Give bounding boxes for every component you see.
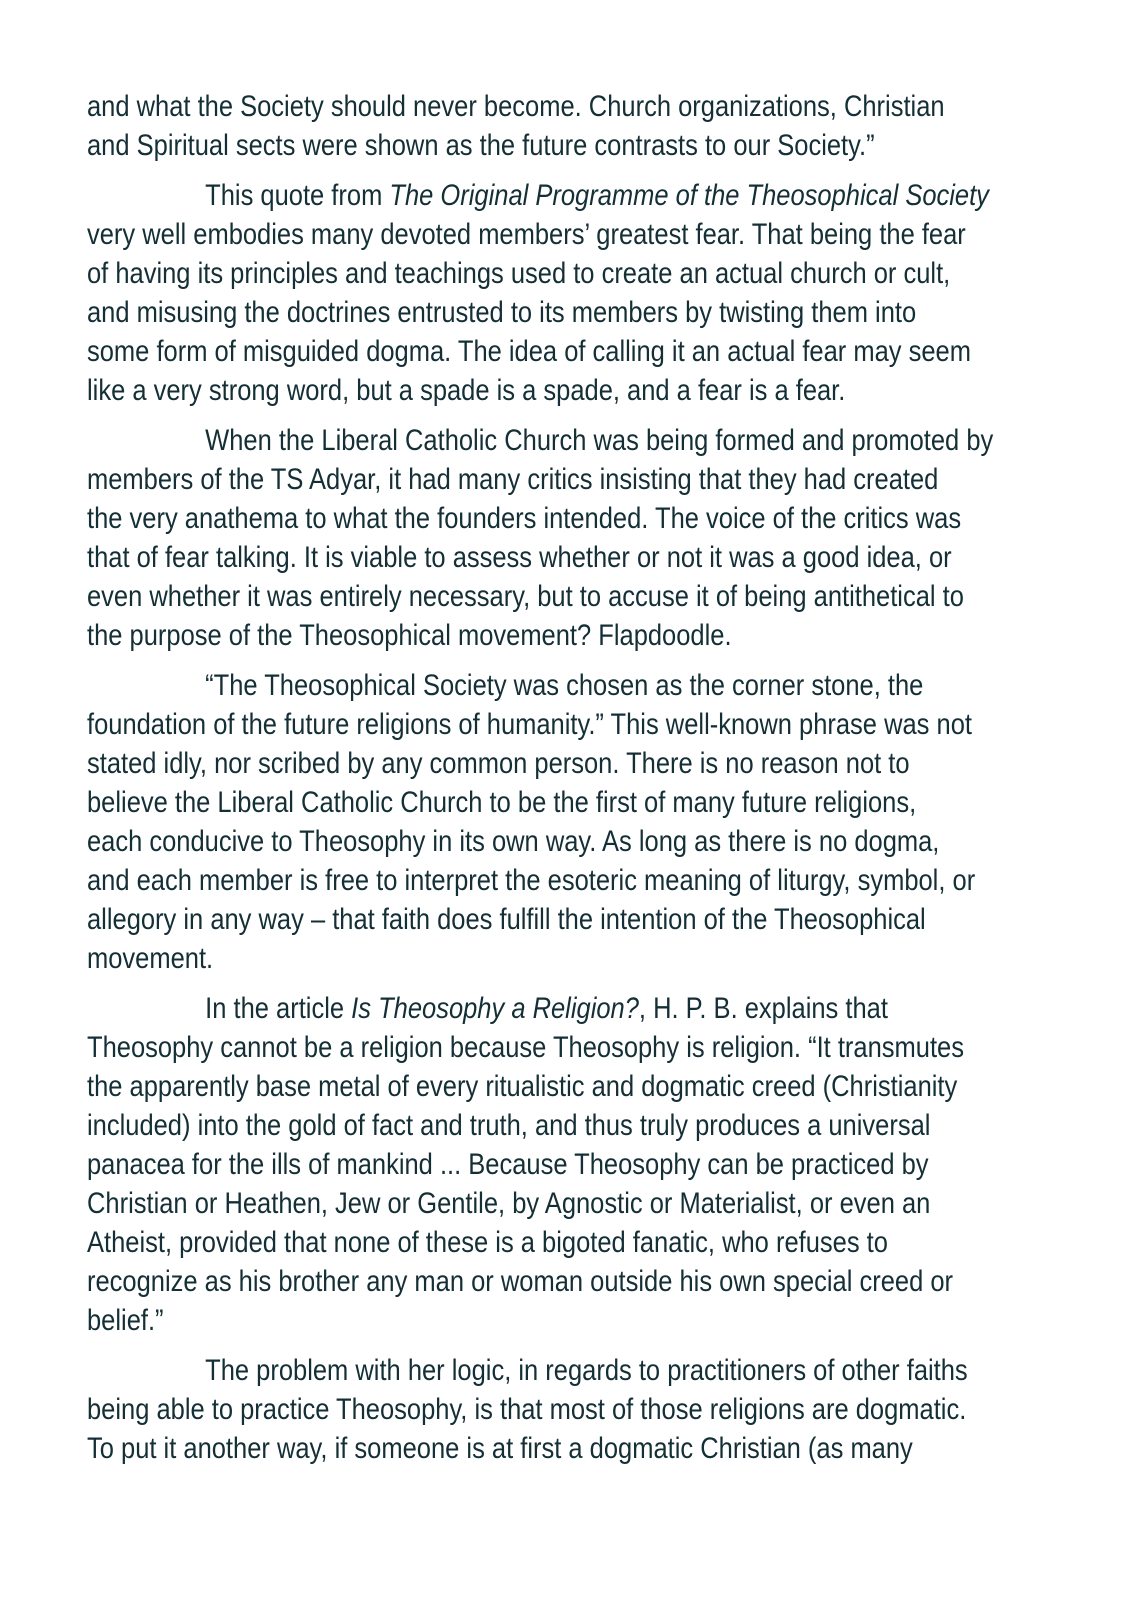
text-run: panacea for the ills of mankind ... Because Theosophy can be practiced by: [87, 1148, 929, 1181]
paragraph: [87, 1351, 1052, 1468]
text-line: [87, 744, 1052, 783]
text-line: [87, 1184, 1052, 1223]
text-line: [87, 705, 1052, 744]
text-line: [87, 1106, 1052, 1145]
text-run: members of the TS Adyar, it had many critics insisting that they had created: [87, 463, 939, 496]
text-line: [87, 939, 1052, 978]
text-line: [87, 460, 1052, 499]
text-run: even whether it was entirely necessary, but to accuse it of being antithetical to: [87, 580, 964, 613]
text-run: allegory in any way – that faith does fulfill the intention of the Theosophical: [87, 903, 926, 936]
text-line: [87, 616, 1052, 655]
text-run: included) into the gold of fact and truth, and thus truly produces a universal: [87, 1109, 931, 1142]
paragraph: [87, 421, 1052, 655]
text-line: [87, 1145, 1052, 1184]
text-line: [87, 87, 1052, 126]
text-line: [87, 293, 1052, 332]
text-run: movement.: [87, 942, 214, 975]
text-run: and what the Society should never become. Church organizations, Christian: [87, 90, 945, 123]
text-run: and each member is free to interpret the esoteric meaning of liturgy, symbol, or: [87, 864, 976, 897]
text-line: [87, 1390, 1052, 1429]
italic-text-run: The Original Programme of the Theosophical Society: [389, 179, 989, 212]
text-line: [87, 421, 1052, 460]
text-line: [87, 1351, 1052, 1390]
text-line: [87, 254, 1052, 293]
text-run: believe the Liberal Catholic Church to be the first of many future religions,: [87, 786, 917, 819]
body-text: [87, 87, 1052, 1479]
text-run: very well embodies many devoted members’ greatest fear. That being the fear: [87, 218, 966, 251]
text-line: [87, 538, 1052, 577]
text-run: Christian or Heathen, Jew or Gentile, by Agnostic or Materialist, or even an: [87, 1187, 931, 1220]
text-run: the very anathema to what the founders intended. The voice of the critics was: [87, 502, 962, 535]
text-run: Theosophy cannot be a religion because Theosophy is religion. “It transmutes: [87, 1031, 964, 1064]
text-run: foundation of the future religions of humanity.” This well-known phrase was not: [87, 708, 972, 741]
text-run: that of fear talking. It is viable to assess whether or not it was a good idea, or: [87, 541, 952, 574]
text-line: [87, 1429, 1052, 1468]
text-line: [87, 666, 1052, 705]
text-run: “The Theosophical Society was chosen as the corner stone, the: [205, 669, 924, 702]
text-run: , H. P. B. explains that: [638, 992, 888, 1025]
text-line: [87, 176, 1052, 215]
text-line: [87, 1028, 1052, 1067]
text-line: [87, 861, 1052, 900]
text-line: [87, 1067, 1052, 1106]
text-run: being able to practice Theosophy, is that most of those religions are dogmatic.: [87, 1393, 967, 1426]
paragraph: [87, 666, 1052, 978]
text-run: of having its principles and teachings used to create an actual church or cult,: [87, 257, 951, 290]
paragraph: [87, 87, 1052, 165]
text-run: and misusing the doctrines entrusted to its members by twisting them into: [87, 296, 917, 329]
text-line: [87, 371, 1052, 410]
text-run: belief.”: [87, 1304, 164, 1337]
text-run: In the article: [205, 992, 352, 1025]
text-line: [87, 900, 1052, 939]
text-run: the apparently base metal of every ritualistic and dogmatic creed (Christianity: [87, 1070, 958, 1103]
text-run: The problem with her logic, in regards to practitioners of other faiths: [205, 1354, 968, 1387]
text-line: [87, 215, 1052, 254]
text-run: recognize as his brother any man or woman outside his own special creed or: [87, 1265, 954, 1298]
text-run: To put it another way, if someone is at first a dogmatic Christian (as many: [87, 1432, 913, 1465]
italic-text-run: Is Theosophy a Religion?: [351, 992, 639, 1025]
paragraph: [87, 989, 1052, 1340]
text-run: and Spiritual sects were shown as the future contrasts to our Society.”: [87, 129, 875, 162]
text-run: some form of misguided dogma. The idea of calling it an actual fear may seem: [87, 335, 971, 368]
text-line: [87, 783, 1052, 822]
text-line: [87, 1301, 1052, 1340]
text-line: [87, 1262, 1052, 1301]
text-run: each conducive to Theosophy in its own way. As long as there is no dogma,: [87, 825, 940, 858]
text-line: [87, 126, 1052, 165]
text-run: This quote from: [205, 179, 390, 212]
text-line: [87, 332, 1052, 371]
text-run: stated idly, nor scribed by any common person. There is no reason not to: [87, 747, 910, 780]
text-line: [87, 499, 1052, 538]
text-run: Atheist, provided that none of these is a bigoted fanatic, who refuses to: [87, 1226, 888, 1259]
text-line: [87, 822, 1052, 861]
text-line: [87, 1223, 1052, 1262]
text-run: When the Liberal Catholic Church was being formed and promoted by: [205, 424, 994, 457]
paragraph: [87, 176, 1052, 410]
text-line: [87, 989, 1052, 1028]
text-line: [87, 577, 1052, 616]
text-run: the purpose of the Theosophical movement? Flapdoodle.: [87, 619, 732, 652]
text-run: like a very strong word, but a spade is a spade, and a fear is a fear.: [87, 374, 846, 407]
